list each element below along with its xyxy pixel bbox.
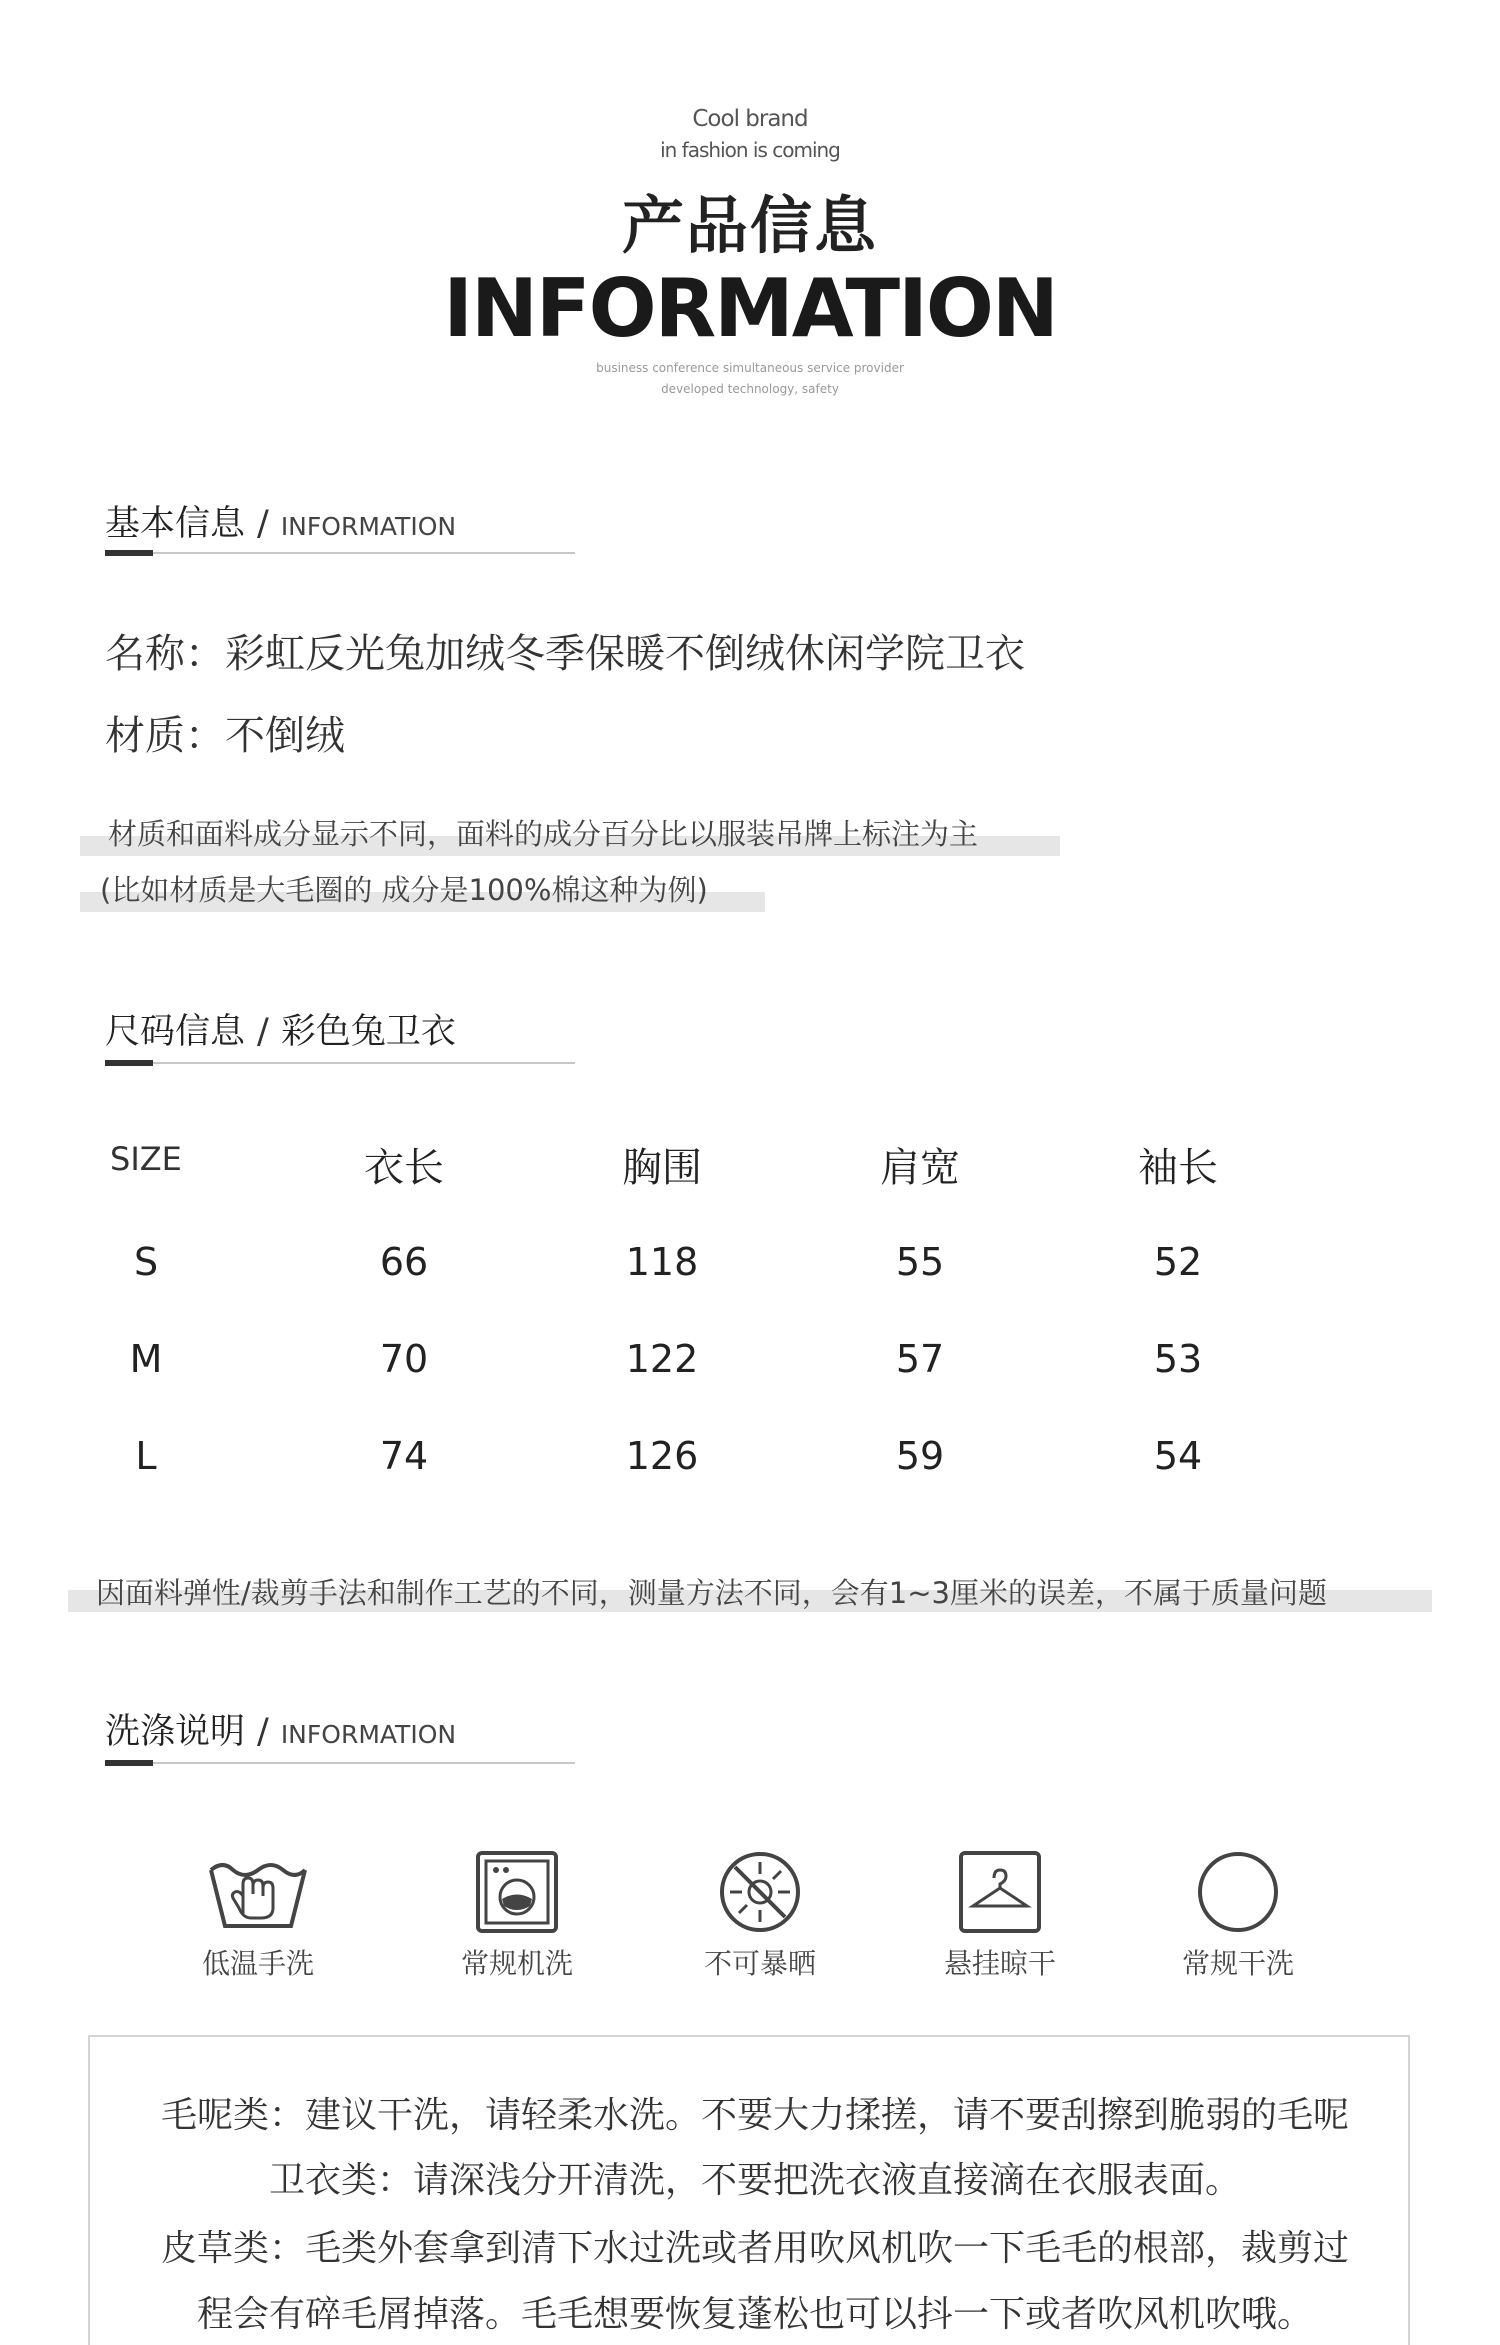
material-note-1: 材质和面料成分显示不同，面料的成分百分比以服装吊牌上标注为主 <box>108 817 979 851</box>
hand-wash-icon <box>203 1850 313 1934</box>
machine-wash-icon <box>472 1850 562 1934</box>
care-text-fur: 皮草类：毛类外套拿到清下水过洗或者用吹风机吹一下毛毛的根部，裁剪过 <box>160 2228 1349 2269</box>
dry-clean-icon <box>1195 1850 1281 1934</box>
care-label-hang-dry: 悬挂晾干 <box>943 1947 1056 1980</box>
table-cell-length: 70 <box>379 1337 429 1381</box>
size-heading-cn: 尺码信息 <box>105 1012 246 1052</box>
chest-col-header: 胸围 <box>622 1145 702 1191</box>
product-material: 材质：不倒绒 <box>105 713 345 759</box>
care-no-sun <box>660 1850 860 1982</box>
care-label-dry-clean: 常规干洗 <box>1181 1947 1294 1980</box>
tagline-2: developed technology, safety <box>661 382 839 396</box>
basic-heading-accent <box>105 550 153 556</box>
tagline-1: business conference simultaneous service provider <box>596 361 904 375</box>
basic-heading-separator: / <box>257 504 269 544</box>
table-cell-size: L <box>135 1434 157 1478</box>
care-text-fur-cont: 程会有碎毛屑掉落。毛毛想要恢复蓬松也可以抖一下或者吹风机吹哦。 <box>196 2294 1313 2335</box>
table-cell-sleeve: 53 <box>1153 1337 1203 1381</box>
size-note: 因面料弹性/裁剪手法和制作工艺的不同，测量方法不同，会有1~3厘米的误差，不属于质量问题 <box>96 1576 1327 1610</box>
care-dry-clean <box>1138 1850 1338 1982</box>
table-cell-chest: 118 <box>625 1240 699 1284</box>
product-name: 名称：彩虹反光兔加绒冬季保暖不倒绒休闲学院卫衣 <box>105 631 1025 677</box>
wash-heading-separator: / <box>257 1712 269 1752</box>
no-sun-dry-icon <box>717 1850 803 1934</box>
material-note-2: (比如材质是大毛圈的 成分是100%棉这种为例) <box>100 873 708 907</box>
basic-heading-rule <box>105 552 575 554</box>
table-cell-length: 74 <box>379 1434 429 1478</box>
size-heading-rule <box>105 1062 575 1064</box>
care-machine-wash <box>417 1850 617 1982</box>
table-cell-shoulder: 55 <box>895 1240 945 1284</box>
wash-heading-sub: INFORMATION <box>280 1720 457 1749</box>
table-cell-sleeve: 54 <box>1153 1434 1203 1478</box>
size-heading-accent <box>105 1060 153 1066</box>
table-cell-shoulder: 59 <box>895 1434 945 1478</box>
size-heading-separator: / <box>257 1012 269 1052</box>
wash-heading-rule <box>105 1762 575 1764</box>
care-label-no-sun: 不可暴晒 <box>703 1947 816 1980</box>
shoulder-col-header: 肩宽 <box>880 1145 960 1191</box>
care-label-hand-wash: 低温手洗 <box>201 1947 314 1980</box>
wash-heading-cn: 洗涤说明 <box>105 1712 246 1752</box>
table-cell-shoulder: 57 <box>895 1337 945 1381</box>
sleeve-col-header: 袖长 <box>1138 1145 1218 1191</box>
wash-info-heading <box>105 1704 456 1754</box>
care-hang-dry <box>900 1850 1100 1982</box>
table-cell-chest: 126 <box>625 1434 699 1478</box>
page-title-cn: 产品信息 <box>621 189 878 262</box>
basic-heading-cn: 基本信息 <box>105 504 246 544</box>
care-label-machine-wash: 常规机洗 <box>460 1947 573 1980</box>
length-col-header: 衣长 <box>364 1145 444 1191</box>
page-title-en: INFORMATION <box>443 262 1057 355</box>
hang-dry-icon <box>955 1850 1045 1934</box>
size-heading-sub: 彩色兔卫衣 <box>280 1012 456 1052</box>
table-cell-size: S <box>133 1240 159 1284</box>
table-cell-chest: 122 <box>625 1337 699 1381</box>
brand-line-1: Cool brand <box>692 106 808 132</box>
table-cell-size: M <box>129 1337 163 1381</box>
brand-line-2: in fashion is coming <box>660 138 840 162</box>
basic-info-heading <box>105 496 456 546</box>
wash-heading-accent <box>105 1760 153 1766</box>
care-hand-wash <box>158 1850 358 1982</box>
basic-heading-sub: INFORMATION <box>280 512 457 541</box>
table-cell-length: 66 <box>379 1240 429 1284</box>
size-info-heading <box>105 1004 456 1054</box>
size-col-header: SIZE <box>110 1140 182 1178</box>
care-text-wool: 毛呢类：建议干洗，请轻柔水洗。不要大力揉搓，请不要刮擦到脆弱的毛呢 <box>160 2095 1349 2136</box>
table-cell-sleeve: 52 <box>1153 1240 1203 1284</box>
care-text-hoodie: 卫衣类：请深浅分开清洗，不要把洗衣液直接滴在衣服表面。 <box>268 2160 1241 2201</box>
